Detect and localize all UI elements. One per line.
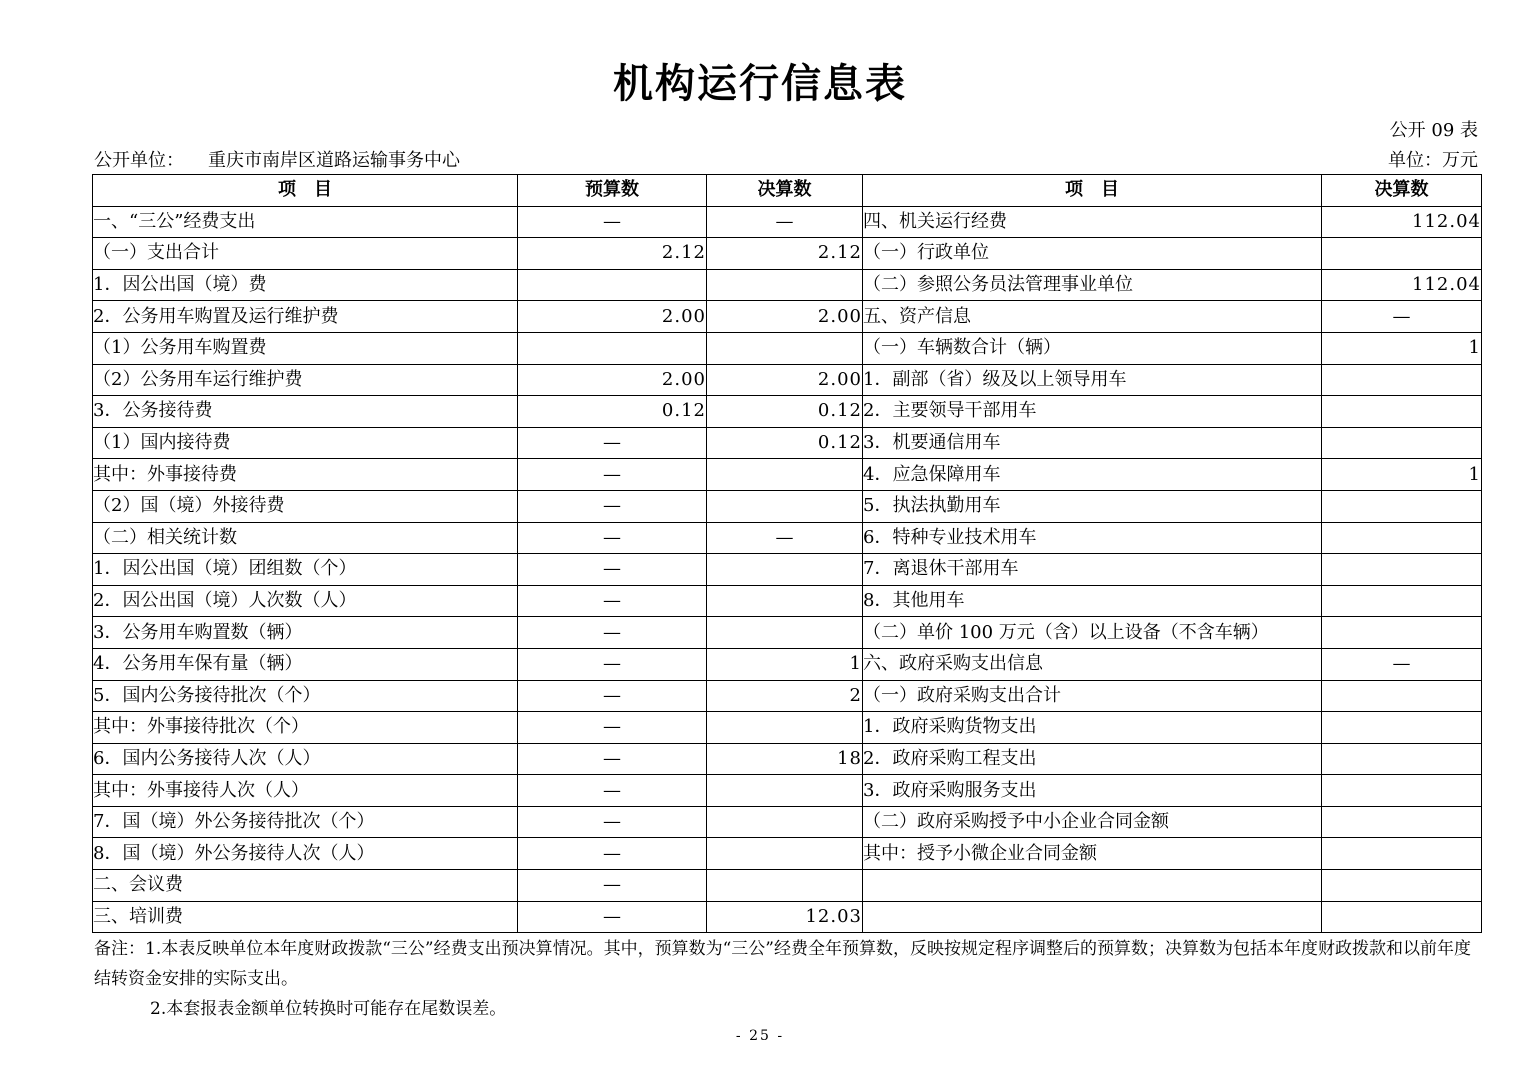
unit-label: 公开单位： xyxy=(94,150,184,171)
row-final-right xyxy=(1322,680,1482,712)
table-row xyxy=(93,617,1482,649)
header-budget: 预算数 xyxy=(518,175,707,207)
table-row xyxy=(93,838,1482,870)
row-item: 3．公务用车购置数（辆） xyxy=(93,617,518,649)
row-item-right: 六、政府采购支出信息 xyxy=(863,648,1322,680)
row-final: 2.12 xyxy=(707,238,863,270)
table-header-row xyxy=(93,175,1482,207)
row-final: 0.12 xyxy=(707,396,863,428)
row-final-right xyxy=(1322,364,1482,396)
row-item-right: 1．副部（省）级及以上领导用车 xyxy=(863,364,1322,396)
table-row xyxy=(93,364,1482,396)
page-number: - 25 - xyxy=(735,1028,785,1044)
row-final: 2.00 xyxy=(707,301,863,333)
row-final-right xyxy=(1322,743,1482,775)
row-final-right xyxy=(1322,712,1482,744)
row-final xyxy=(707,712,863,744)
table-row xyxy=(93,427,1482,459)
row-final xyxy=(707,806,863,838)
row-final-right xyxy=(1322,522,1482,554)
row-item-right: 五、资产信息 xyxy=(863,301,1322,333)
row-final: — xyxy=(707,522,863,554)
row-item-right: 7．离退休干部用车 xyxy=(863,554,1322,586)
header-final-right: 决算数 xyxy=(1322,175,1482,207)
row-budget: — xyxy=(518,775,707,807)
row-item-right: 其中：授予小微企业合同金额 xyxy=(863,838,1322,870)
form-number: 公开 09 表 xyxy=(1389,120,1478,141)
row-final xyxy=(707,585,863,617)
table-row xyxy=(93,870,1482,902)
table-row xyxy=(93,743,1482,775)
currency-unit: 单位：万元 xyxy=(1388,150,1478,171)
row-final xyxy=(707,870,863,902)
table-row xyxy=(93,206,1482,238)
row-final-right: 1 xyxy=(1322,459,1482,491)
row-item: （2）国（境）外接待费 xyxy=(93,490,518,522)
row-budget: — xyxy=(518,870,707,902)
row-final-right xyxy=(1322,554,1482,586)
row-final xyxy=(707,775,863,807)
table-row xyxy=(93,238,1482,270)
row-item: （2）公务用车运行维护费 xyxy=(93,364,518,396)
row-budget: — xyxy=(518,648,707,680)
table-row xyxy=(93,459,1482,491)
note-2: 2.本套报表金额单位转换时可能存在尾数误差。 xyxy=(150,999,507,1019)
header-item: 项 目 xyxy=(93,175,518,207)
row-final: 12.03 xyxy=(707,901,863,933)
header-item-right: 项 目 xyxy=(863,175,1322,207)
row-final: 2.00 xyxy=(707,364,863,396)
row-item: 8．国（境）外公务接待人次（人） xyxy=(93,838,518,870)
row-item-right xyxy=(863,870,1322,902)
row-final: 0.12 xyxy=(707,427,863,459)
row-final-right xyxy=(1322,806,1482,838)
row-item-right: 5．执法执勤用车 xyxy=(863,490,1322,522)
row-final xyxy=(707,838,863,870)
row-budget: 2.12 xyxy=(518,238,707,270)
row-budget: — xyxy=(518,680,707,712)
row-budget: — xyxy=(518,838,707,870)
table-row xyxy=(93,554,1482,586)
row-item-right: （二）参照公务员法管理事业单位 xyxy=(863,269,1322,301)
row-item-right: 2．政府采购工程支出 xyxy=(863,743,1322,775)
table-row xyxy=(93,332,1482,364)
row-final-right xyxy=(1322,238,1482,270)
table-row xyxy=(93,269,1482,301)
row-final xyxy=(707,332,863,364)
row-item-right: （一）政府采购支出合计 xyxy=(863,680,1322,712)
table-row xyxy=(93,712,1482,744)
table-row xyxy=(93,806,1482,838)
row-budget: — xyxy=(518,459,707,491)
reporting-unit xyxy=(94,146,460,172)
row-item: 2．公务用车购置及运行维护费 xyxy=(93,301,518,333)
row-budget: — xyxy=(518,490,707,522)
row-final-right xyxy=(1322,901,1482,933)
page-title: 机构运行信息表 xyxy=(613,61,907,107)
row-budget: — xyxy=(518,206,707,238)
row-item-right: 8．其他用车 xyxy=(863,585,1322,617)
row-item-right: 3．机要通信用车 xyxy=(863,427,1322,459)
row-final-right xyxy=(1322,396,1482,428)
row-item-right: 2．主要领导干部用车 xyxy=(863,396,1322,428)
row-item: 一、“三公”经费支出 xyxy=(93,206,518,238)
row-final xyxy=(707,554,863,586)
row-item: 1．因公出国（境）费 xyxy=(93,269,518,301)
row-final-right: — xyxy=(1322,648,1482,680)
operation-info-table xyxy=(92,174,1482,933)
row-item-right: 6．特种专业技术用车 xyxy=(863,522,1322,554)
table-row xyxy=(93,490,1482,522)
row-item: （二）相关统计数 xyxy=(93,522,518,554)
row-item-right: 3．政府采购服务支出 xyxy=(863,775,1322,807)
row-final xyxy=(707,459,863,491)
row-budget: 0.12 xyxy=(518,396,707,428)
row-item-right: 4．应急保障用车 xyxy=(863,459,1322,491)
row-item: （1）国内接待费 xyxy=(93,427,518,459)
row-item-right: 1．政府采购货物支出 xyxy=(863,712,1322,744)
row-budget: — xyxy=(518,585,707,617)
row-item: 其中：外事接待费 xyxy=(93,459,518,491)
note-1: 备注：1.本表反映单位本年度财政拨款“三公”经费支出预决算情况。其中，预算数为“三公”经费全年预算数，反映按规定程序调整后的预算数；决算数为包括本年度财政拨款和以前年度结转资金安排的实际支出。 xyxy=(94,939,1471,989)
notes xyxy=(94,934,1480,1024)
row-item: 其中：外事接待人次（人） xyxy=(93,775,518,807)
row-budget: — xyxy=(518,743,707,775)
row-final-right xyxy=(1322,617,1482,649)
table-row xyxy=(93,585,1482,617)
row-budget: 2.00 xyxy=(518,364,707,396)
row-budget: — xyxy=(518,522,707,554)
row-final: — xyxy=(707,206,863,238)
unit-name: 重庆市南岸区道路运输事务中心 xyxy=(208,150,460,171)
row-final-right xyxy=(1322,427,1482,459)
table-row xyxy=(93,680,1482,712)
row-budget xyxy=(518,332,707,364)
row-final xyxy=(707,490,863,522)
row-final-right xyxy=(1322,775,1482,807)
row-budget: 2.00 xyxy=(518,301,707,333)
row-final xyxy=(707,269,863,301)
row-final-right: 112.04 xyxy=(1322,206,1482,238)
row-final xyxy=(707,617,863,649)
row-item: 其中：外事接待批次（个） xyxy=(93,712,518,744)
row-budget: — xyxy=(518,806,707,838)
table-row xyxy=(93,301,1482,333)
row-final-right xyxy=(1322,490,1482,522)
table-row xyxy=(93,901,1482,933)
row-item: （一）支出合计 xyxy=(93,238,518,270)
table-row xyxy=(93,775,1482,807)
table-row xyxy=(93,648,1482,680)
table-row xyxy=(93,396,1482,428)
row-item: 5．国内公务接待批次（个） xyxy=(93,680,518,712)
row-item: 2．因公出国（境）人次数（人） xyxy=(93,585,518,617)
row-item-right: （一）行政单位 xyxy=(863,238,1322,270)
row-final-right: — xyxy=(1322,301,1482,333)
row-item: 6．国内公务接待人次（人） xyxy=(93,743,518,775)
row-budget: — xyxy=(518,617,707,649)
row-item: 1．因公出国（境）团组数（个） xyxy=(93,554,518,586)
row-budget xyxy=(518,269,707,301)
row-final-right xyxy=(1322,870,1482,902)
row-budget: — xyxy=(518,427,707,459)
row-item: 7．国（境）外公务接待批次（个） xyxy=(93,806,518,838)
row-item: 4．公务用车保有量（辆） xyxy=(93,648,518,680)
table-row xyxy=(93,522,1482,554)
row-final-right: 1 xyxy=(1322,332,1482,364)
row-final: 2 xyxy=(707,680,863,712)
row-final: 1 xyxy=(707,648,863,680)
row-item-right: （一）车辆数合计（辆） xyxy=(863,332,1322,364)
row-item: 3．公务接待费 xyxy=(93,396,518,428)
row-final-right xyxy=(1322,585,1482,617)
row-final-right: 112.04 xyxy=(1322,269,1482,301)
row-item: 三、培训费 xyxy=(93,901,518,933)
row-budget: — xyxy=(518,554,707,586)
header-final: 决算数 xyxy=(707,175,863,207)
row-item-right: 四、机关运行经费 xyxy=(863,206,1322,238)
row-item-right xyxy=(863,901,1322,933)
row-final-right xyxy=(1322,838,1482,870)
row-item: 二、会议费 xyxy=(93,870,518,902)
row-final: 18 xyxy=(707,743,863,775)
row-item: （1）公务用车购置费 xyxy=(93,332,518,364)
row-budget: — xyxy=(518,901,707,933)
row-budget: — xyxy=(518,712,707,744)
row-item-right: （二）政府采购授予中小企业合同金额 xyxy=(863,806,1322,838)
row-item-right: （二）单价 100 万元（含）以上设备（不含车辆） xyxy=(863,617,1322,649)
